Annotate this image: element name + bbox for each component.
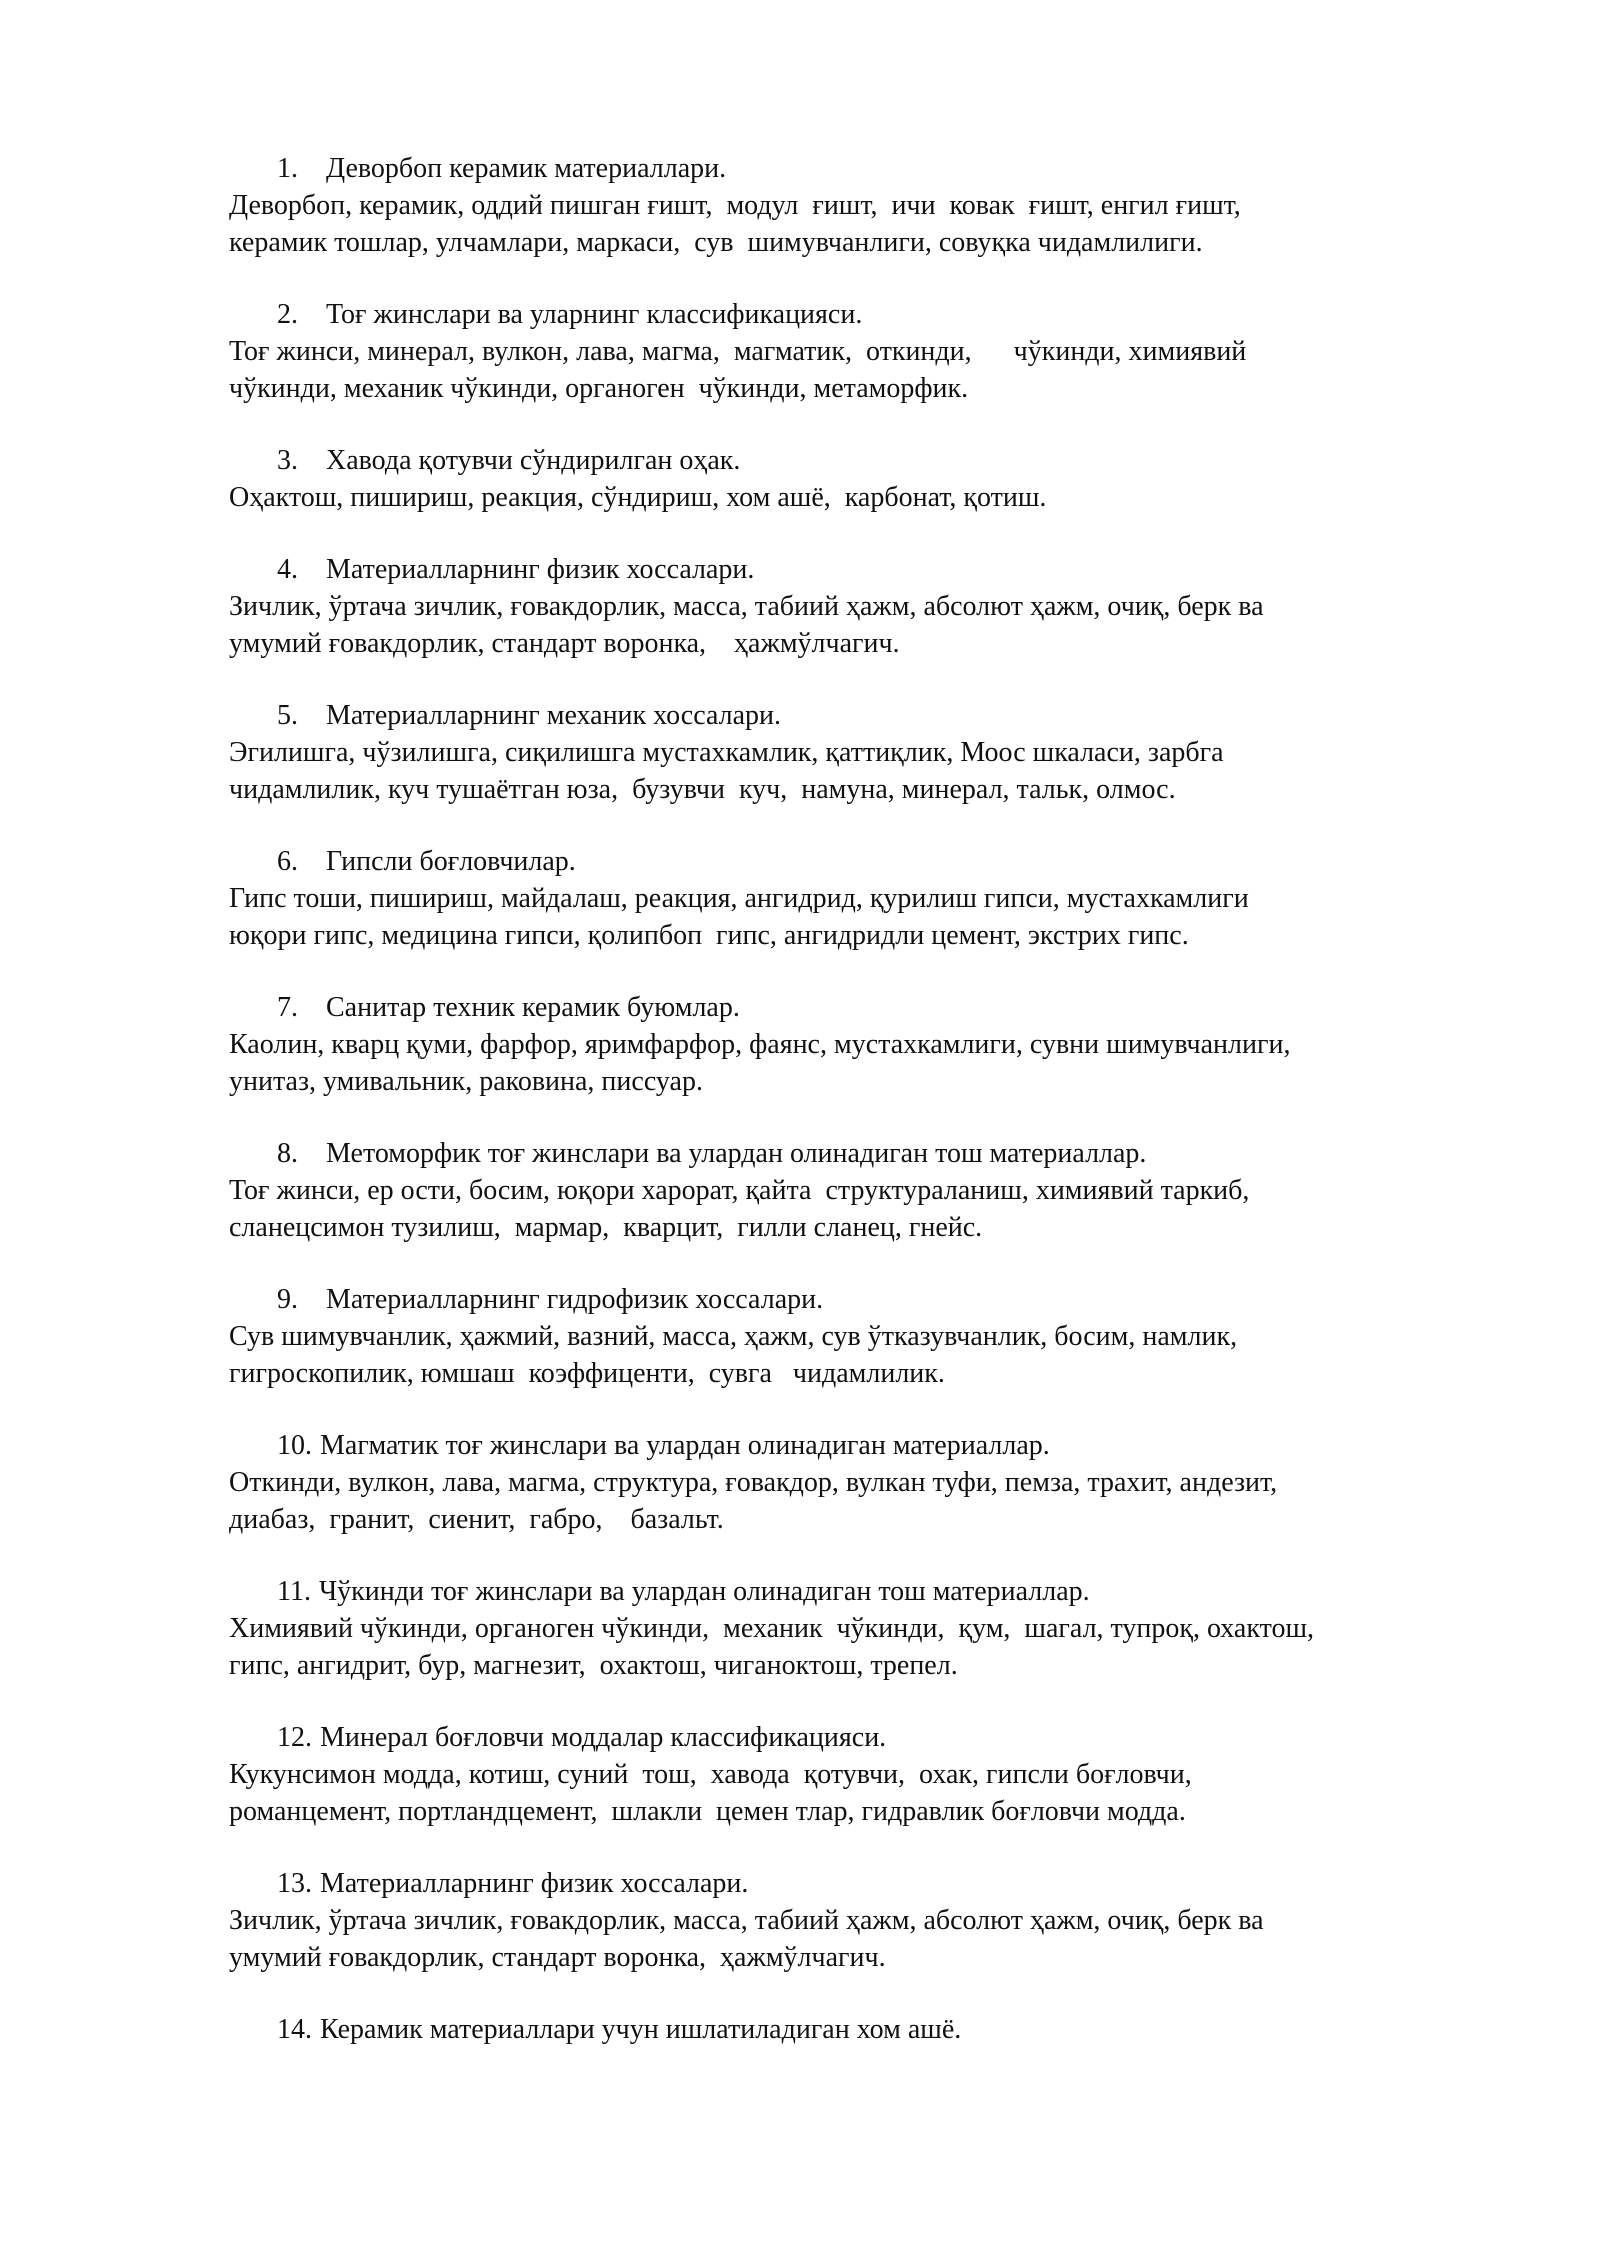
question-section [229, 1719, 1529, 1830]
question-number: 5. [277, 700, 298, 731]
keywords-line: чўкинди, механик чўкинди, органоген чўкинди, метаморфик. [229, 373, 969, 404]
question-title: Хавода қотувчи сўндирилган оҳак. [326, 445, 741, 476]
keywords-line: Деворбоп, керамик, оддий пишган ғишт, модул ғишт, ичи ковак ғишт, енгил ғишт, [229, 190, 1241, 221]
keywords-line: Кукунсимон модда, котиш, суний тош, хавода қотувчи, охак, гипсли боғловчи, [229, 1759, 1192, 1790]
keywords-line: сланецсимон тузилиш, мармар, кварцит, гилли сланец, гнейс. [229, 1212, 983, 1243]
question-title: Метоморфик тоғ жинслари ва улардан олинадиган тош материаллар. [326, 1138, 1147, 1169]
question-title: Материалларнинг механик хоссалари. [326, 700, 782, 731]
question-number: 10. [277, 1430, 312, 1461]
question-number: 7. [277, 992, 298, 1023]
question-section [229, 2011, 1529, 2048]
question-section [229, 1135, 1529, 1246]
keywords-line: Гипс тоши, пишириш, майдалаш, реакция, ангидрид, қурилиш гипси, мустахкамлиги [229, 883, 1249, 914]
question-title: Гипсли боғловчилар. [326, 846, 576, 877]
question-section [229, 1427, 1529, 1538]
question-section [229, 442, 1529, 516]
question-heading [277, 843, 1529, 880]
keywords-line: Каолин, кварц қуми, фарфор, яримфарфор, фаянс, мустахкамлиги, сувни шимувчанлиги, [229, 1029, 1291, 1060]
keywords-line: диабаз, гранит, сиенит, габро, базальт. [229, 1504, 724, 1535]
question-heading [277, 1719, 1529, 1756]
keywords-line: унитаз, умивальник, раковина, писсуар. [229, 1066, 703, 1097]
question-section [229, 551, 1529, 662]
keywords-line: гигроскопилик, юмшаш коэффиценти, сувга чидамлилик. [229, 1358, 945, 1389]
question-number: 3. [277, 445, 298, 476]
question-title: Минерал боғловчи моддалар классификацияси. [320, 1722, 887, 1753]
question-heading [277, 697, 1529, 734]
question-number: 9. [277, 1284, 298, 1315]
keywords-line: Оҳактош, пишириш, реакция, сўндириш, хом ашё, карбонат, қотиш. [229, 482, 1047, 513]
keywords-line: Откинди, вулкон, лава, магма, структура, ғовакдор, вулкан туфи, пемза, трахит, андезит, [229, 1467, 1278, 1498]
question-heading [277, 1281, 1529, 1318]
keywords-line: Сув шимувчанлик, ҳажмий, вазний, масса, ҳажм, сув ўтказувчанлик, босим, намлик, [229, 1321, 1238, 1352]
keywords-line: юқори гипс, медицина гипси, қолипбоп гипс, ангидридли цемент, экстрих гипс. [229, 920, 1189, 951]
question-section [229, 1865, 1529, 1976]
question-title: Тоғ жинслари ва уларнинг классификацияси. [326, 299, 863, 330]
question-title: Керамик материаллари учун ишлатиладиган хом ашё. [320, 2014, 962, 2045]
keywords-line: Тоғ жинси, минерал, вулкон, лава, магма, магматик, откинди, чўкинди, химиявий [229, 336, 1247, 367]
question-number: 1. [277, 153, 298, 184]
keywords-line: Зичлик, ўртача зичлик, ғовакдорлик, масса, табиий ҳажм, абсолют ҳажм, очиқ, берк ва [229, 591, 1264, 622]
question-heading [277, 551, 1529, 588]
question-section [229, 989, 1529, 1100]
question-heading [277, 1865, 1529, 1902]
keywords-line: Тоғ жинси, ер ости, босим, юқори харорат, қайта структураланиш, химиявий таркиб, [229, 1175, 1250, 1206]
question-heading [277, 442, 1529, 479]
question-number: 4. [277, 554, 298, 585]
question-section [229, 1573, 1529, 1684]
keywords-line: романцемент, портландцемент, шлакли цемен тлар, гидравлик боғловчи модда. [229, 1796, 1186, 1827]
question-title: Материалларнинг гидрофизик хоссалари. [326, 1284, 824, 1315]
question-section [229, 843, 1529, 954]
question-title: Магматик тоғ жинслари ва улардан олинадиган материаллар. [320, 1430, 1050, 1461]
question-heading [277, 1427, 1529, 1464]
keywords-line: чидамлилик, куч тушаётган юза, бузувчи куч, намуна, минерал, тальк, олмос. [229, 774, 1176, 805]
question-title: Деворбоп керамик материаллари. [326, 153, 727, 184]
question-heading [277, 2011, 1529, 2048]
question-number: 14. [277, 2014, 312, 2045]
keywords-line: умумий ғовакдорлик, стандарт воронка, ҳажмўлчагич. [229, 628, 900, 659]
question-heading [277, 150, 1529, 187]
keywords-line: гипс, ангидрит, бур, магнезит, охактош, чиганоктош, трепел. [229, 1650, 958, 1681]
keywords-line: Эгилишга, чўзилишга, сиқилишга мустахкамлик, қаттиқлик, Моос шкаласи, зарбга [229, 737, 1224, 768]
question-number: 12. [277, 1722, 312, 1753]
question-section [229, 296, 1529, 407]
keywords-line: керамик тошлар, улчамлари, маркаси, сув шимувчанлиги, совуқка чидамлилиги. [229, 227, 1203, 258]
question-number: 2. [277, 299, 298, 330]
question-number: 13. [277, 1868, 312, 1899]
question-heading [277, 1573, 1529, 1610]
question-heading [277, 1135, 1529, 1172]
keywords-line: Зичлик, ўртача зичлик, ғовакдорлик, масса, табиий ҳажм, абсолют ҳажм, очиқ, берк ва [229, 1905, 1264, 1936]
question-section [229, 150, 1529, 261]
question-heading [277, 296, 1529, 333]
document-body [229, 150, 1529, 2083]
keywords-line: умумий ғовакдорлик, стандарт воронка, ҳажмўлчагич. [229, 1942, 886, 1973]
question-title: Материалларнинг физик хоссалари. [326, 554, 755, 585]
question-number: 8. [277, 1138, 298, 1169]
question-number: 6. [277, 846, 298, 877]
question-title: Санитар техник керамик буюмлар. [326, 992, 740, 1023]
keywords-line: Химиявий чўкинди, органоген чўкинди, механик чўкинди, қум, шагал, тупроқ, охактош, [229, 1613, 1315, 1644]
question-heading [277, 989, 1529, 1026]
question-number: 11. [277, 1576, 311, 1607]
question-section [229, 1281, 1529, 1392]
question-title: Материалларнинг физик хоссалари. [320, 1868, 749, 1899]
question-title: Чўкинди тоғ жинслари ва улардан олинадиган тош материаллар. [318, 1576, 1090, 1607]
question-section [229, 697, 1529, 808]
